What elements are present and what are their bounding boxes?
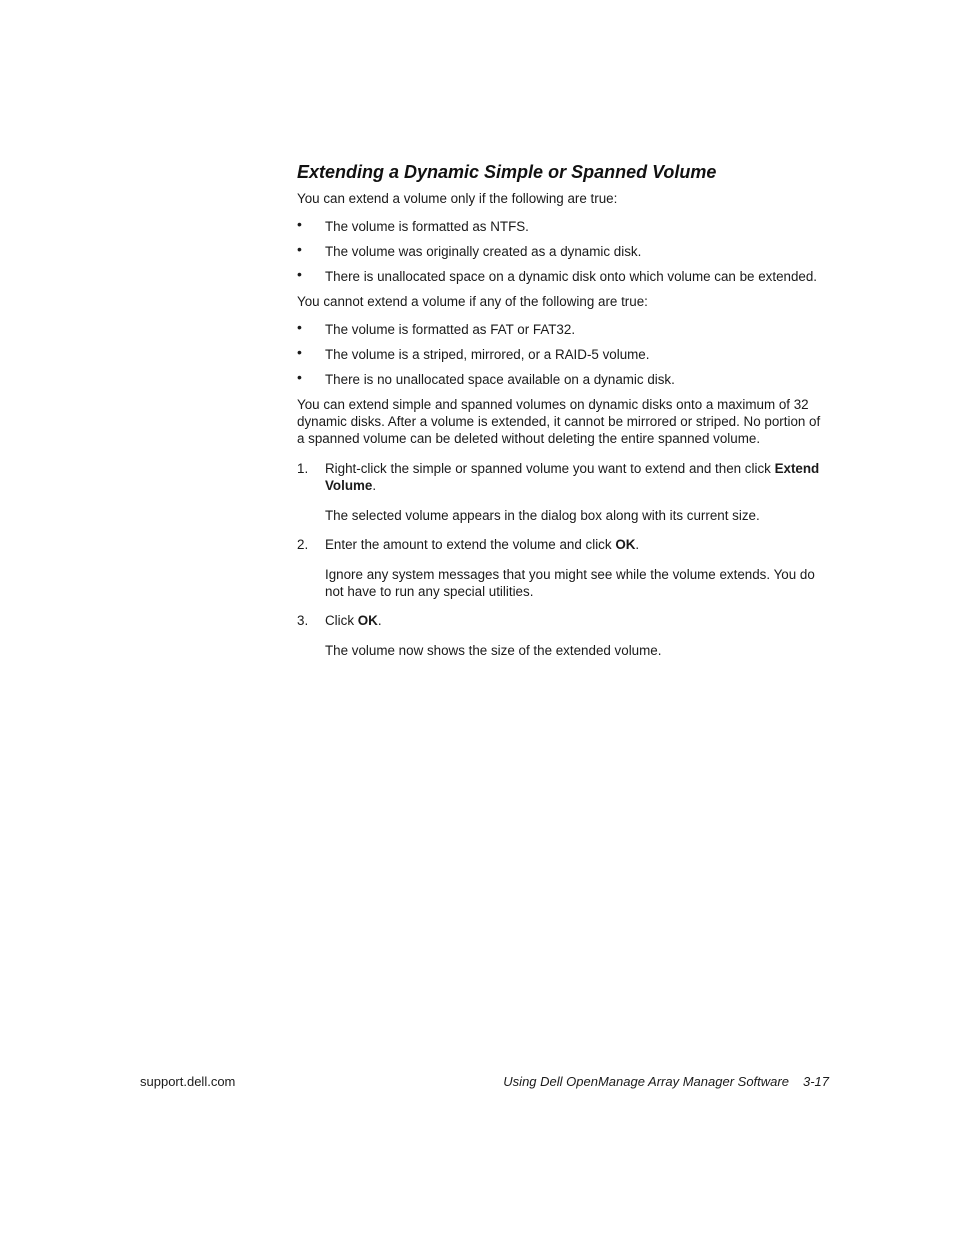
intro-can-text: You can extend a volume only if the following are true: <box>297 191 618 206</box>
summary-paragraph: You can extend simple and spanned volumes on dynamic disks onto a maximum of 32 dynamic disks. After a volume is extended, it cannot be mirrored or striped. No portion of a spanned volume can be deleted without deleting the entire spanned volume. <box>297 397 821 446</box>
bullet-icon: • <box>297 216 302 232</box>
page-content <box>297 160 827 671</box>
bullet-icon: • <box>297 319 302 335</box>
bullet-icon: • <box>297 369 302 385</box>
step-item <box>297 612 827 659</box>
footer-book-title: Using Dell OpenManage Array Manager Software <box>503 1074 789 1089</box>
list-item-text: There is unallocated space on a dynamic disk onto which volume can be extended. <box>325 269 818 284</box>
step-text-part: . <box>635 537 640 552</box>
step-text-part: Click <box>325 613 358 628</box>
step-bold-term: OK <box>615 537 636 552</box>
list-item <box>297 346 827 363</box>
step-text <box>325 536 827 553</box>
cannot-extend-list <box>297 321 827 388</box>
step-number: 2. <box>297 537 309 552</box>
list-item <box>297 243 827 260</box>
step-text <box>325 460 827 494</box>
list-item <box>297 321 827 338</box>
step-item <box>297 536 827 600</box>
list-item-text: There is no unallocated space available on a dynamic disk. <box>325 372 675 387</box>
step-bold-term: Extend Volume <box>325 461 820 493</box>
step-number: 3. <box>297 613 309 628</box>
list-item-text: The volume is a striped, mirrored, or a RAID-5 volume. <box>325 347 650 362</box>
bullet-icon: • <box>297 266 302 282</box>
list-item-text: The volume is formatted as FAT or FAT32. <box>325 322 576 337</box>
step-text-part: . <box>377 613 382 628</box>
bullet-icon: • <box>297 344 302 360</box>
list-item-text: The volume is formatted as NTFS. <box>325 219 529 234</box>
step-text-part: Right-click the simple or spanned volume you want to extend and then click <box>325 461 775 476</box>
step-result-text: The selected volume appears in the dialog box along with its current size. <box>325 508 760 523</box>
step-bold-term: OK <box>357 613 378 628</box>
footer-book-info <box>503 1074 829 1089</box>
step-text-part: . <box>372 478 377 493</box>
bullet-icon: • <box>297 241 302 257</box>
intro-cannot-text: You cannot extend a volume if any of the following are true: <box>297 294 648 309</box>
step-item <box>297 460 827 524</box>
procedure-steps <box>297 460 827 659</box>
list-item <box>297 268 827 285</box>
list-item <box>297 218 827 235</box>
step-text-part: Enter the amount to extend the volume and click <box>325 537 616 552</box>
step-result-text: The volume now shows the size of the extended volume. <box>325 643 662 658</box>
can-extend-list <box>297 218 827 285</box>
step-result-text: Ignore any system messages that you might see while the volume extends. You do not have to run any special utilities. <box>325 567 815 599</box>
step-number: 1. <box>297 461 309 476</box>
footer-site-url: support.dell.com <box>140 1074 236 1089</box>
step-text <box>325 612 827 629</box>
list-item <box>297 371 827 388</box>
list-item-text: The volume was originally created as a dynamic disk. <box>325 244 642 259</box>
footer-page-number: 3-17 <box>802 1074 829 1089</box>
section-title: Extending a Dynamic Simple or Spanned Volume <box>297 162 717 182</box>
